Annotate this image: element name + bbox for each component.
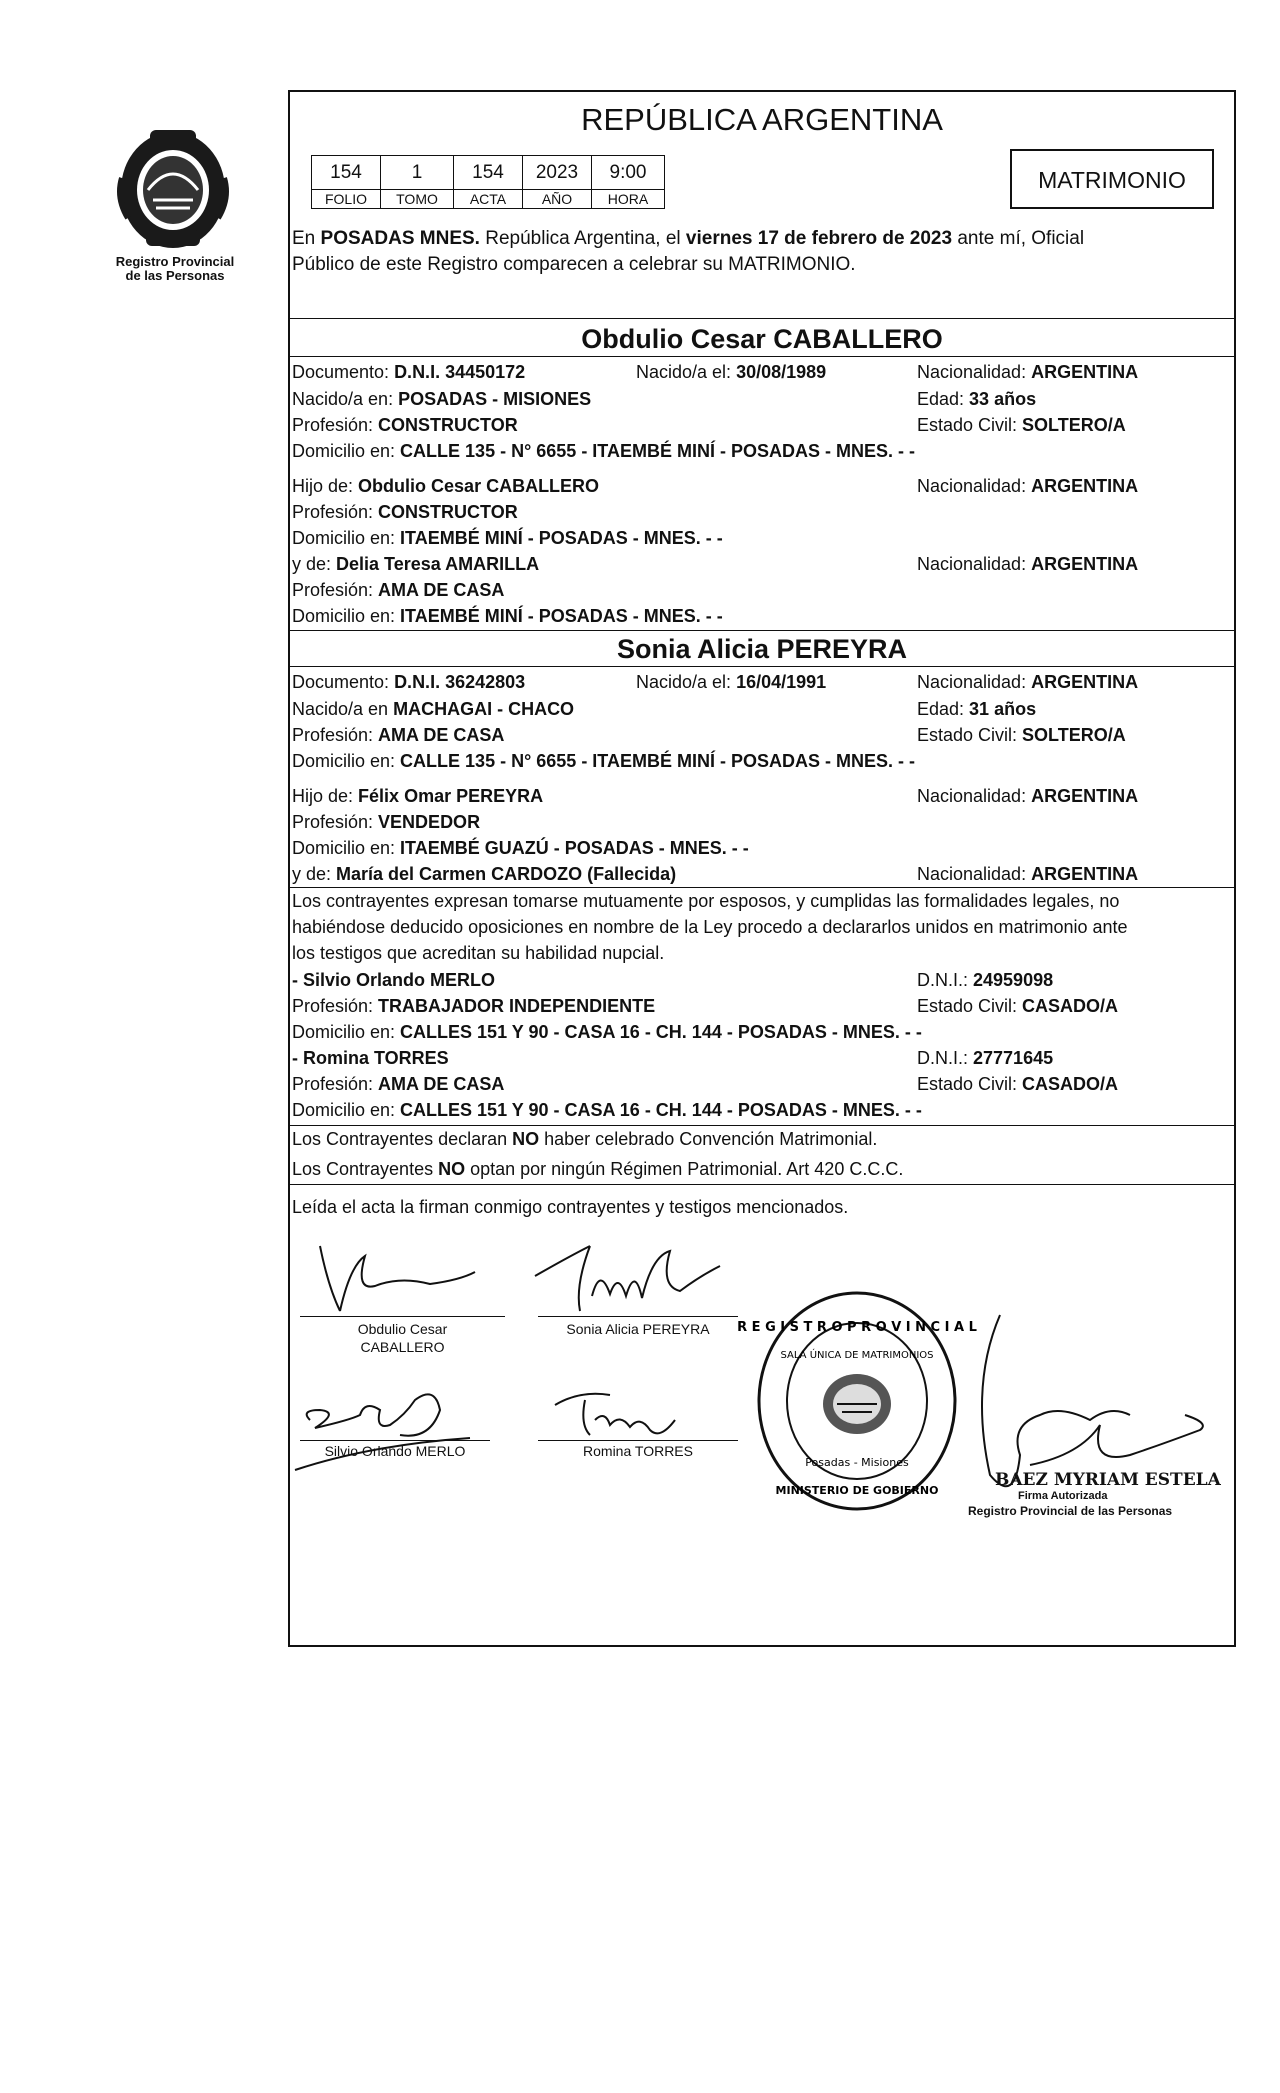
label: Domicilio en:	[292, 1022, 401, 1042]
divider	[288, 887, 1236, 888]
regime-line-1	[292, 1128, 877, 1150]
label: Documento:	[292, 362, 395, 382]
label: Profesión:	[292, 1074, 379, 1094]
divider	[288, 630, 1236, 631]
spouse2-father-domicilio	[292, 837, 749, 859]
label: Nacionalidad:	[917, 554, 1032, 574]
folio-value: 154	[312, 156, 381, 190]
line1: Obdulio Cesar	[357, 1321, 448, 1337]
seal-text-bottom: MINISTERIO DE GOBIERNO	[775, 1484, 939, 1497]
witness1-dni	[917, 969, 1053, 991]
spouse2-profesion	[292, 724, 504, 746]
intro-text-3: ante mí, Oficial	[952, 228, 1085, 249]
label: Estado Civil:	[917, 415, 1023, 435]
value: ARGENTINA	[1031, 362, 1139, 382]
label: Nacido/a en	[292, 699, 394, 719]
spouse1-nacido-en	[292, 388, 591, 410]
divider	[288, 318, 1236, 319]
signature-name-spouse2: Sonia Alicia PEREYRA	[566, 1321, 710, 1337]
value: ITAEMBÉ MINÍ - POSADAS - MNES. - -	[400, 528, 723, 548]
logo-caption	[95, 255, 255, 283]
value: ARGENTINA	[1031, 786, 1139, 806]
tomo-value: 1	[381, 156, 454, 190]
text: haber celebrado Convención Matrimonial.	[539, 1129, 878, 1149]
label: Domicilio en:	[292, 838, 401, 858]
label: y de:	[292, 554, 337, 574]
spouse2-nacido-en	[292, 698, 574, 720]
value: ITAEMBÉ GUAZÚ - POSADAS - MNES. - -	[400, 838, 749, 858]
spouse1-documento	[292, 361, 525, 383]
regime-line-2	[292, 1158, 903, 1180]
value: Delia Teresa AMARILLA	[336, 554, 540, 574]
label: Documento:	[292, 672, 395, 692]
ano-value: 2023	[523, 156, 592, 190]
label: Nacionalidad:	[917, 672, 1032, 692]
signature-line	[538, 1316, 738, 1317]
label: Nacido/a el:	[636, 362, 737, 382]
witness2-name	[292, 1047, 449, 1069]
label: D.N.I.:	[917, 1048, 974, 1068]
label: Profesión:	[292, 996, 379, 1016]
label: Domicilio en:	[292, 751, 401, 771]
value: POSADAS - MISIONES	[398, 389, 592, 409]
intro-place: POSADAS MNES.	[320, 228, 480, 249]
label: Profesión:	[292, 812, 379, 832]
witness1-estado-civil	[917, 995, 1118, 1017]
declaration-line-2: habiéndose deducido oposiciones en nombre de la Ley procedo a declararlos unidos en matrimonio ante	[292, 917, 1128, 937]
value: SOLTERO/A	[1022, 725, 1126, 745]
label: Edad:	[917, 699, 970, 719]
officer-role: Firma Autorizada	[1018, 1490, 1108, 1502]
spouse1-mother	[292, 553, 539, 575]
text: Los Contrayentes	[292, 1159, 439, 1179]
spouse1-father-domicilio	[292, 527, 723, 549]
label: Domicilio en:	[292, 528, 401, 548]
label: Domicilio en:	[292, 1100, 401, 1120]
spouse2-father-profesion	[292, 811, 480, 833]
folio-label: FOLIO	[312, 190, 381, 209]
value: CONSTRUCTOR	[378, 415, 518, 435]
label: Estado Civil:	[917, 725, 1023, 745]
label: Profesión:	[292, 502, 379, 522]
signature-line	[300, 1440, 490, 1441]
label: Nacido/a en:	[292, 389, 399, 409]
value: 31 años	[969, 699, 1037, 719]
hora-value: 9:00	[592, 156, 665, 190]
label: Nacionalidad:	[917, 476, 1032, 496]
text: optan por ningún Régimen Patrimonial. Art 420 C.C.C.	[465, 1159, 904, 1179]
declaration-line-1: Los contrayentes expresan tomarse mutuamente por esposos, y cumplidas las formalidades legales, no	[292, 891, 1120, 911]
spouse1-nacido-el	[636, 361, 826, 383]
intro-line-2: Público de este Registro comparecen a celebrar su MATRIMONIO.	[292, 254, 856, 275]
witness2-domicilio	[292, 1099, 922, 1121]
spouse2-edad	[917, 698, 1036, 720]
intro-text-2: República Argentina, el	[479, 228, 686, 249]
seal-text-city: Posadas - Misiones	[805, 1456, 909, 1469]
spouse1-profesion	[292, 414, 518, 436]
value: VENDEDOR	[378, 812, 481, 832]
signature-name-spouse1	[300, 1320, 505, 1356]
value: María del Carmen CARDOZO (Fallecida)	[336, 864, 677, 884]
reference-table	[311, 155, 665, 209]
seal-text-top: R E G I S T R O P R O V I N C I A L	[737, 1320, 977, 1335]
acta-value: 154	[454, 156, 523, 190]
signature-name-witness1: Silvio Orlando MERLO	[324, 1443, 466, 1459]
label: Nacido/a el:	[636, 672, 737, 692]
value: - Romina TORRES	[292, 1048, 449, 1068]
spouse1-mother-nacionalidad	[917, 553, 1138, 575]
value: AMA DE CASA	[378, 580, 505, 600]
label: Hijo de:	[292, 786, 359, 806]
spouse1-name: Obdulio Cesar CABALLERO	[581, 324, 943, 354]
spouse2-mother-nacionalidad	[917, 863, 1138, 885]
signature-spouse1	[310, 1236, 490, 1316]
spouse1-mother-domicilio	[292, 605, 723, 627]
province-logo	[108, 118, 238, 253]
value: - Silvio Orlando MERLO	[292, 970, 496, 990]
logo-caption-line2: de las Personas	[125, 268, 225, 283]
value: CALLES 151 Y 90 - CASA 16 - CH. 144 - POSADAS - MNES. - -	[400, 1022, 922, 1042]
spouse1-father-profesion	[292, 501, 518, 523]
value: TRABAJADOR INDEPENDIENTE	[378, 996, 656, 1016]
value: ARGENTINA	[1031, 672, 1139, 692]
signature-witness2	[550, 1385, 730, 1445]
label: Estado Civil:	[917, 1074, 1023, 1094]
value: Obdulio Cesar CABALLERO	[358, 476, 600, 496]
divider	[288, 666, 1236, 667]
logo-caption-line1: Registro Provincial	[115, 254, 235, 269]
official-seal-icon	[737, 1286, 977, 1516]
record-type-box: MATRIMONIO	[1010, 149, 1214, 209]
witness1-domicilio	[292, 1021, 922, 1043]
value: 33 años	[969, 389, 1037, 409]
value: MACHAGAI - CHACO	[393, 699, 575, 719]
value: ARGENTINA	[1031, 476, 1139, 496]
text: Los Contrayentes declaran	[292, 1129, 513, 1149]
ano-label: AÑO	[523, 190, 592, 209]
signature-name-witness2: Romina TORRES	[583, 1443, 693, 1459]
label: Nacionalidad:	[917, 786, 1032, 806]
divider	[288, 1125, 1236, 1126]
value: AMA DE CASA	[378, 725, 505, 745]
value: 30/08/1989	[736, 362, 827, 382]
spouse2-father-nacionalidad	[917, 785, 1138, 807]
label: Profesión:	[292, 580, 379, 600]
signature-spouse2	[530, 1236, 730, 1316]
spouse2-mother	[292, 863, 676, 885]
hora-label: HORA	[592, 190, 665, 209]
value: 27771645	[973, 1048, 1054, 1068]
divider	[288, 1184, 1236, 1185]
value: Félix Omar PEREYRA	[358, 786, 544, 806]
label: Nacionalidad:	[917, 864, 1032, 884]
spouse1-domicilio	[292, 440, 915, 462]
value: CALLES 151 Y 90 - CASA 16 - CH. 144 - POSADAS - MNES. - -	[400, 1100, 922, 1120]
spouse1-father-nacionalidad	[917, 475, 1138, 497]
spouse2-estado-civil	[917, 724, 1126, 746]
label: Domicilio en:	[292, 441, 401, 461]
value: D.N.I. 34450172	[394, 362, 526, 382]
value: CASADO/A	[1022, 996, 1119, 1016]
spouse2-nacido-el	[636, 671, 826, 693]
document-title: REPÚBLICA ARGENTINA	[581, 102, 943, 137]
label: Profesión:	[292, 725, 379, 745]
intro-text-1: En	[292, 228, 321, 249]
label: Profesión:	[292, 415, 379, 435]
signature-line	[300, 1316, 505, 1317]
value: ITAEMBÉ MINÍ - POSADAS - MNES. - -	[400, 606, 723, 626]
signature-line	[538, 1440, 738, 1441]
spouse2-nacionalidad	[917, 671, 1138, 693]
line2: CABALLERO	[360, 1339, 445, 1355]
intro-line-1	[292, 228, 1084, 250]
witness2-dni	[917, 1047, 1053, 1069]
acta-label: ACTA	[454, 190, 523, 209]
spouse1-estado-civil	[917, 414, 1126, 436]
closing-text: Leída el acta la firman conmigo contrayentes y testigos mencionados.	[292, 1197, 849, 1217]
witness2-profesion	[292, 1073, 504, 1095]
spouse1-nacionalidad	[917, 361, 1138, 383]
divider	[288, 356, 1236, 357]
value: AMA DE CASA	[378, 1074, 505, 1094]
spouse1-mother-profesion	[292, 579, 504, 601]
label: D.N.I.:	[917, 970, 974, 990]
spouse1-edad	[917, 388, 1036, 410]
coat-of-arms-icon	[108, 118, 238, 253]
spouse2-documento	[292, 671, 525, 693]
officer-name: BAEZ MYRIAM ESTELA	[995, 1470, 1221, 1490]
label: Edad:	[917, 389, 970, 409]
label: Hijo de:	[292, 476, 359, 496]
label: y de:	[292, 864, 337, 884]
spouse2-domicilio	[292, 750, 915, 772]
value: 24959098	[973, 970, 1054, 990]
value: SOLTERO/A	[1022, 415, 1126, 435]
value: D.N.I. 36242803	[394, 672, 526, 692]
label: Nacionalidad:	[917, 362, 1032, 382]
value: CALLE 135 - N° 6655 - ITAEMBÉ MINÍ - POSADAS - MNES. - -	[400, 441, 915, 461]
value: CONSTRUCTOR	[378, 502, 518, 522]
spouse1-father	[292, 475, 599, 497]
spouse2-father	[292, 785, 543, 807]
spouse2-name: Sonia Alicia PEREYRA	[616, 634, 908, 664]
officer-org: Registro Provincial de las Personas	[968, 1504, 1173, 1518]
value: 16/04/1991	[736, 672, 827, 692]
label: Domicilio en:	[292, 606, 401, 626]
label: Estado Civil:	[917, 996, 1023, 1016]
tomo-label: TOMO	[381, 190, 454, 209]
text-bold: NO	[438, 1159, 466, 1179]
value: ARGENTINA	[1031, 864, 1139, 884]
value: CALLE 135 - N° 6655 - ITAEMBÉ MINÍ - POSADAS - MNES. - -	[400, 751, 915, 771]
value: ARGENTINA	[1031, 554, 1139, 574]
seal-text-inner: SALA ÚNICA DE MATRIMONIOS	[780, 1350, 934, 1361]
witness2-estado-civil	[917, 1073, 1118, 1095]
value: CASADO/A	[1022, 1074, 1119, 1094]
text-bold: NO	[512, 1129, 540, 1149]
witness1-name	[292, 969, 495, 991]
intro-date: viernes 17 de febrero de 2023	[685, 228, 953, 249]
declaration-line-3: los testigos que acreditan su habilidad nupcial.	[292, 943, 665, 963]
witness1-profesion	[292, 995, 655, 1017]
